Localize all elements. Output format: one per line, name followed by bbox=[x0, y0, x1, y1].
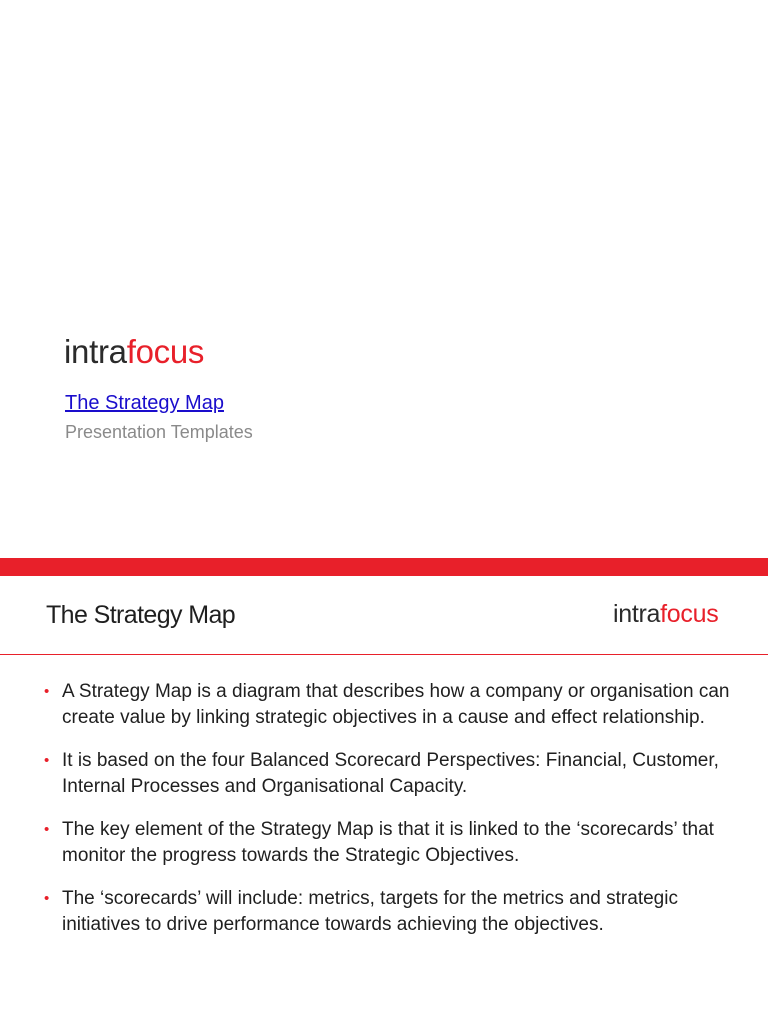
intrafocus-logo bbox=[64, 332, 204, 372]
slide-divider-band bbox=[0, 558, 768, 576]
bullet-text: The key element of the Strategy Map is that it is linked to the ‘scorecards’ that monitor the progress towards the Strategic Objectives. bbox=[62, 819, 714, 866]
bullet-icon: • bbox=[44, 683, 50, 700]
logo-part-intra: intra bbox=[613, 600, 661, 628]
bullet-text: It is based on the four Balanced Scorecard Perspectives: Financial, Customer, Internal Processes and Organisational Capacity. bbox=[62, 750, 719, 797]
bullet-list bbox=[44, 679, 734, 955]
strategy-map-link[interactable]: The Strategy Map bbox=[65, 392, 224, 414]
bullet-text: A Strategy Map is a diagram that describes how a company or organisation can create value by linking strategic objectives in a cause and effect relationship. bbox=[62, 681, 730, 728]
list-item bbox=[44, 817, 734, 869]
list-item bbox=[44, 886, 734, 938]
logo-part-focus: focus bbox=[126, 333, 205, 370]
logo-part-focus: focus bbox=[660, 600, 719, 628]
intrafocus-logo-small bbox=[613, 598, 718, 630]
logo-part-intra: intra bbox=[64, 333, 127, 370]
bullet-icon: • bbox=[44, 752, 50, 769]
list-item bbox=[44, 679, 734, 731]
bullet-icon: • bbox=[44, 890, 50, 907]
bullet-text: The ‘scorecards’ will include: metrics, targets for the metrics and strategic initiatives to drive performance towards achieving the objectives. bbox=[62, 888, 678, 935]
slide-title: The Strategy Map bbox=[46, 601, 236, 629]
slide-subtitle: Presentation Templates bbox=[65, 422, 253, 442]
header-rule bbox=[0, 654, 768, 655]
list-item bbox=[44, 748, 734, 800]
bullet-icon: • bbox=[44, 821, 50, 838]
